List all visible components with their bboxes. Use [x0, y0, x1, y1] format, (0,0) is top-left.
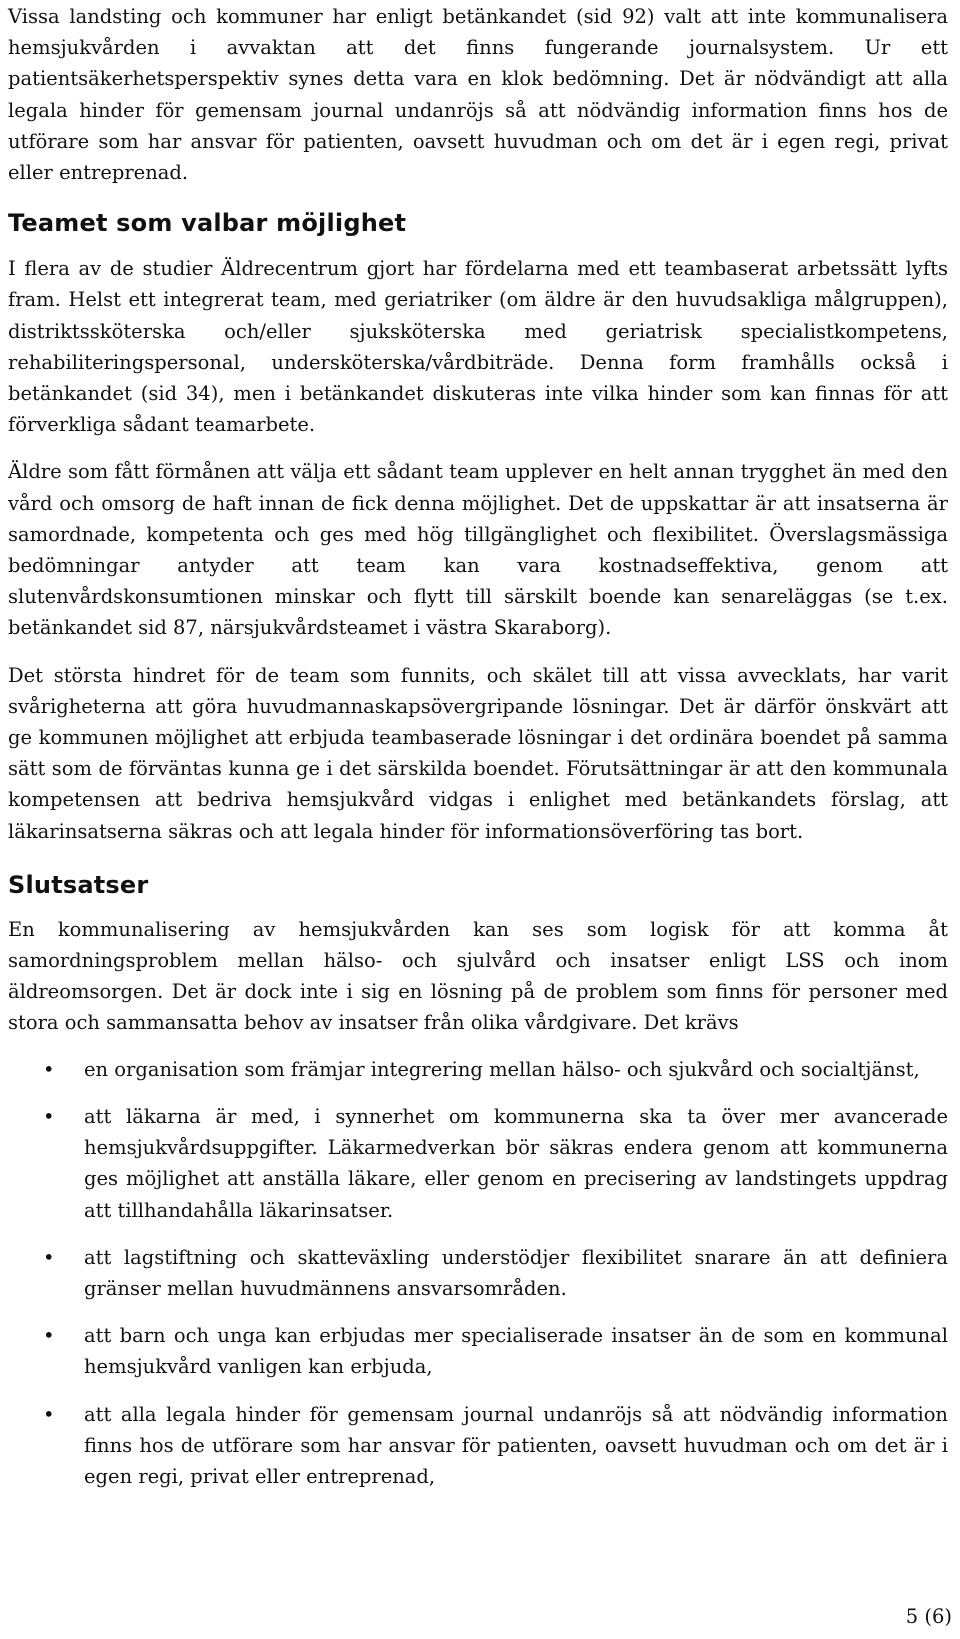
bullet-icon: • [43, 1402, 55, 1426]
bullet-icon: • [43, 1245, 55, 1269]
bullet-icon: • [43, 1104, 55, 1128]
list-item-text: att lagstiftning och skatteväxling understödjer flexibilitet snarare än att definiera gränser mellan huvudmännens ansvarsområden. [84, 1245, 948, 1300]
intro-paragraph: Vissa landsting och kommuner har enligt betänkandet (sid 92) valt att inte kommunalisera hemsjukvården i avvaktan att det finns fungerande journalsystem. Ur ett patientsäkerhetsperspektiv synes detta vara en klok bedömning. Det är nödvändigt att alla legala hinder för gemensam journal undanröjs så att nödvändig information finns hos de utförare som har ansvar för patienten, oavsett huvudman och om det är i egen regi, privat eller entreprenad. [8, 5, 948, 185]
list-item [8, 1242, 948, 1304]
list-item [8, 1320, 948, 1382]
bullet-icon: • [43, 1324, 55, 1348]
list-item-text: en organisation som främjar integrering mellan hälso- och sjukvård och socialtjänst, [84, 1057, 920, 1081]
team-paragraph-2: Äldre som fått förmånen att välja ett sådant team upplever en helt annan trygghet än med den vård och omsorg de haft innan de fick denna möjlighet. Det de uppskattar är att insatserna är samordnade, kompetenta och ges med hög tillgänglighet och flexibilitet. Överslagsmässiga bedömningar antyder att team kan vara kostnadseffektiva, genom att slutenvårdskonsumtionen minskar och flytt till särskilt boende kan senareläggas (se t.ex. betänkandet sid 87, närsjukvårdsteamet i västra Skaraborg). [8, 460, 948, 640]
list-item-text: att barn och unga kan erbjudas mer specialiserade insatser än de som en kommunal hemsjukvård vanligen kan erbjuda, [84, 1324, 948, 1379]
slutsatser-bullet-list [8, 1054, 948, 1492]
slutsatser-paragraph: En kommunalisering av hemsjukvården kan ses som logisk för att komma åt samordningsproblem mellan hälso- och sjulvård och insatser enligt LSS och inom äldreomsorgen. Det är dock inte i sig en lösning på de problem som finns för personer med stora och sammansatta behov av insatser från olika vårdgivare. Det krävs [8, 917, 948, 1035]
team-paragraph-1: I flera av de studier Äldrecentrum gjort har fördelarna med ett teambaserat arbetssätt lyfts fram. Helst ett integrerat team, med geriatriker (om äldre är den huvudsakliga målgruppen), distriktssköterska och/eller sjuksköterska med geriatrisk specialistkompetens, rehabiliteringspersonal, undersköterska/vårdbiträde. Denna form framhålls också i betänkandet (sid 34), men i betänkandet diskuteras inte vilka hinder som kan finnas för att förverkliga sådant teamarbete. [8, 257, 948, 437]
list-item-text: att läkarna är med, i synnerhet om kommunerna ska ta över mer avancerade hemsjukvårdsuppgifter. Läkarmedverkan bör säkras endera genom att kommunerna ges möjlighet att anställa läkare, eller genom en precisering av landstingets uppdrag att tillhandahålla läkarinsatser. [84, 1104, 948, 1222]
team-paragraph-3: Det största hindret för de team som funnits, och skälet till att vissa avvecklats, har varit svårigheterna att göra huvudmannaskapsövergripande lösningar. Det är därför önskvärt att ge kommunen möjlighet att erbjuda teambaserade lösningar i det ordinära boendet på samma sätt som de förväntas kunna ge i det särskilda boendet. Förutsättningar är att den kommunala kompetensen att bedriva hemsjukvård vidgas i enlighet med betänkandets förslag, att läkarinsatserna säkras och att legala hinder för informationsöverföring tas bort. [8, 663, 948, 843]
bullet-icon: • [43, 1057, 55, 1081]
list-item [8, 1054, 948, 1085]
page-number: 5 (6) [905, 1605, 952, 1628]
heading-teamet: Teamet som valbar möjlighet [8, 209, 407, 238]
document-page [8, 0, 948, 1508]
list-item [8, 1399, 948, 1493]
list-item-text: att alla legala hinder för gemensam journal undanröjs så att nödvändig information finns hos de utförare som har ansvar för patienten, oavsett huvudman och om det är i egen regi, privat eller entreprenad, [84, 1402, 948, 1488]
heading-slutsatser: Slutsatser [8, 870, 149, 899]
list-item [8, 1101, 948, 1226]
